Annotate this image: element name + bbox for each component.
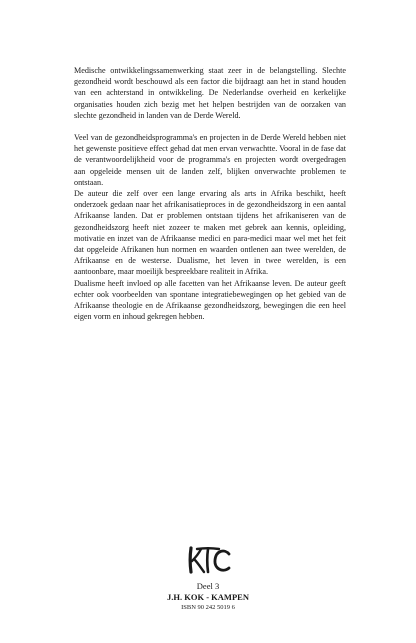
paragraph-projects: Veel van de gezondheidsprogramma's en projecten in de Derde Wereld hebben niet het gewenste positieve effect gehad dat men ervan verwachtte. Vooral in de fase dat de verantwoordelijkheid voor de programma's en projecten wordt overgedragen aan opgeleide mensen uit de landen zelf, blijken onverwachte problemen te ontstaan.: [74, 133, 346, 187]
paragraph-research: De auteur die zelf over een lange ervaring als arts in Afrika beschikt, heeft onderzoek gedaan naar het afrikanisatieproces in de gezondheidszorg in een aantal Afrikaanse landen. Dat er problemen ontstaan tijdens het afrikaniseren van de gezondheidszorg heeft niet zozeer te maken met gebrek aan kennis, opleiding, motivatie en inzet van de Afrikaanse medici en para-medici maar wel met het feit dat opgeleide Afrikanen hun normen en waarden ontlenen aan twee werelden, de Afrikaanse en de westerse. Dualisme, het leven in twee werelden, is een aantoonbare, maar moeilijk bespreekbare realiteit in Afrika.: [74, 189, 346, 277]
ktc-logo-icon: [182, 545, 234, 575]
publisher-name: J.H. KOK - KAMPEN: [167, 592, 249, 602]
series-volume: Deel 3: [196, 581, 220, 591]
paragraph-intro: Medische ontwikkelingssamenwerking staat zeer in de belangstelling. Slechte gezondheid wordt beschouwd als een factor die bijdraagt aan het in stand houden van een achterstand in ontwikkeling. De Nederlandse overheid en kerkelijke organisaties houden zich bezig met het helpen bestrijden van de oorzaken van slechte gezondheid in landen van de Derde Wereld.: [74, 66, 346, 120]
isbn-number: ISBN 90 242 5019 6: [181, 604, 235, 611]
paragraph-dualism: Dualisme heeft invloed op alle facetten van het Afrikaanse leven. De auteur geeft echter ook voorbeelden van spontane integratiebewegingen op het gebied van de Afrikaanse theologie en de Afrikaanse gezondheidszorg, bewegingen die een heel eigen vorm en inhoud gekregen hebben.: [74, 278, 346, 322]
blurb-text: [74, 65, 346, 322]
colophon: [0, 545, 416, 613]
